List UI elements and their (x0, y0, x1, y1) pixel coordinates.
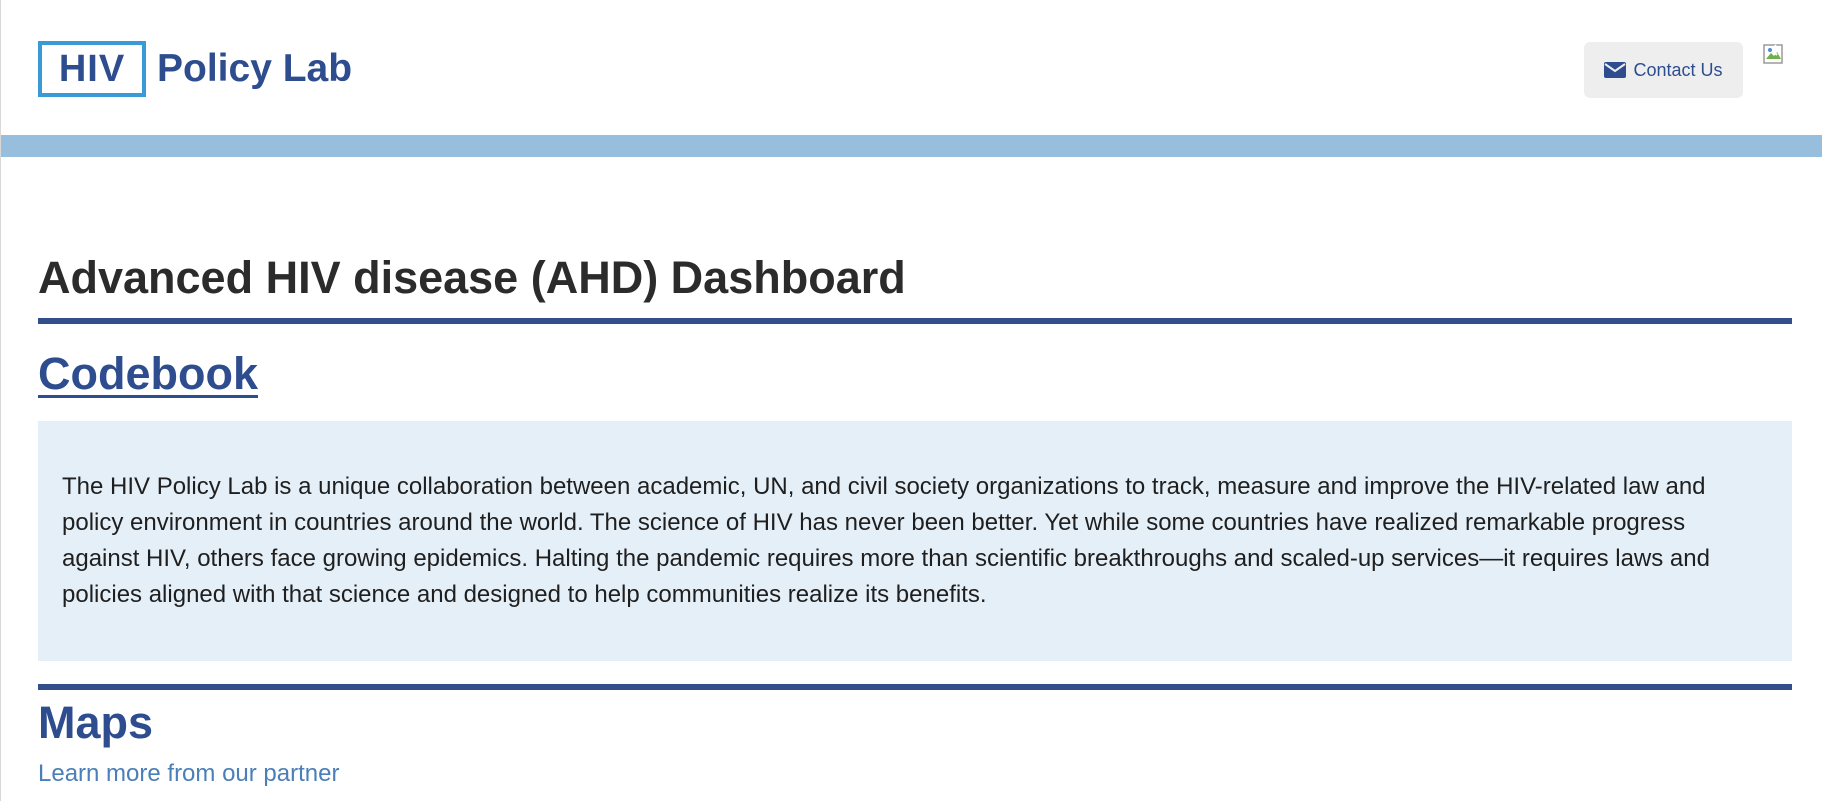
learn-more-partner-link[interactable]: Learn more from our partner (38, 760, 340, 787)
title-divider (38, 318, 1792, 324)
logo-text: Policy Lab (157, 47, 353, 90)
site-logo[interactable] (38, 41, 352, 97)
contact-us-button[interactable] (1584, 42, 1743, 98)
header-stripe (1, 135, 1822, 157)
logo-box (38, 41, 146, 97)
intro-text: The HIV Policy Lab is a unique collaboration between academic, UN, and civil society organizations to track, measure and improve the HIV-related law and policy environment in countries around the world. The science of HIV has never been better. Yet while some countries have realized remarkable progress against HIV, others face growing epidemics. Halting the pandemic requires more than scientific breakthroughs and scaled-up services—it requires laws and policies aligned with that science and designed to help communities realize its benefits. (62, 473, 1710, 608)
contact-us-label: Contact Us (1633, 59, 1723, 80)
envelope-icon (1604, 62, 1626, 78)
codebook-link[interactable]: Codebook (38, 348, 258, 399)
maps-heading: Maps (38, 697, 154, 748)
broken-image-icon (1763, 44, 1785, 66)
maps-divider (38, 684, 1792, 690)
logo-box-text: HIV (58, 47, 126, 90)
site-header (1, 0, 1822, 135)
page-title: Advanced HIV disease (AHD) Dashboard (38, 252, 906, 303)
intro-box (38, 421, 1792, 661)
